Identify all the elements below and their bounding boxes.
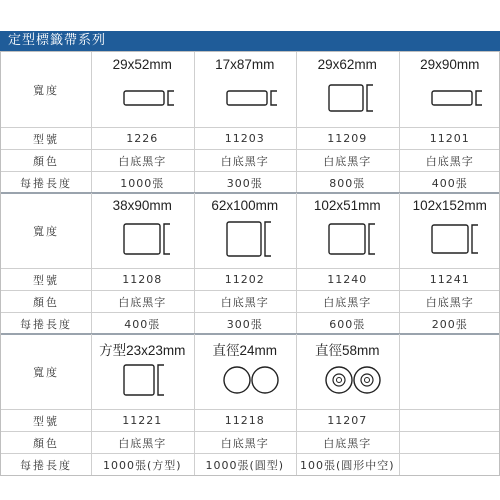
page-title: 定型標籤帶系列	[0, 31, 500, 51]
rectangular-label-icon	[225, 221, 277, 261]
row-label-color: 顏色	[33, 436, 59, 450]
table-row-width	[1, 52, 499, 127]
rectangular-label-icon	[327, 80, 379, 120]
row-label-model: 型號	[33, 414, 59, 428]
spec-section	[1, 52, 499, 193]
row-label-length: 每捲長度	[20, 176, 72, 190]
table-row-width	[1, 193, 499, 268]
cell-model: 11202	[224, 273, 265, 286]
column-divider	[91, 334, 92, 475]
cell-model: 1226	[126, 132, 159, 145]
size-label: 102x152mm	[412, 198, 487, 213]
cell-length: 400張	[124, 317, 161, 331]
cell-color: 白底黑字	[323, 436, 372, 450]
size-label: 102x51mm	[313, 198, 381, 213]
spec-section	[1, 193, 499, 334]
size-cell	[194, 193, 297, 268]
table-row-length	[1, 171, 499, 193]
size-cell	[296, 52, 399, 127]
column-divider	[194, 193, 195, 334]
size-label: 62x100mm	[211, 198, 279, 213]
table-row-length	[1, 312, 499, 334]
cell-length: 1000張(圓型)	[205, 458, 285, 472]
row-label-color: 顏色	[33, 295, 59, 309]
cell-color: 白底黑字	[323, 154, 372, 168]
cell-model: 11208	[122, 273, 163, 286]
cell-color: 白底黑字	[323, 295, 372, 309]
row-label-width: 寬度	[33, 365, 59, 379]
column-divider	[399, 334, 400, 475]
cell-color: 白底黑字	[118, 295, 167, 309]
table-row-model	[1, 409, 499, 431]
cell-length: 300張	[226, 317, 263, 331]
cell-length: 200張	[431, 317, 468, 331]
cell-length: 300張	[226, 176, 263, 190]
table-row-color	[1, 431, 499, 453]
cell-model: 11209	[327, 132, 368, 145]
rectangular-label-icon	[327, 221, 379, 261]
cell-length: 800張	[329, 176, 366, 190]
table-row-color	[1, 149, 499, 171]
cell-model: 11240	[327, 273, 368, 286]
spec-section	[1, 334, 499, 475]
square-label-icon	[122, 362, 174, 402]
table-row-model	[1, 268, 499, 290]
row-label-width: 寬度	[33, 83, 59, 97]
size-cell	[194, 334, 297, 409]
cell-length: 600張	[329, 317, 366, 331]
column-divider	[296, 334, 297, 475]
column-divider	[399, 193, 400, 334]
cell-length: 1000張	[120, 176, 165, 190]
table-row-color	[1, 290, 499, 312]
cell-length: 400張	[431, 176, 468, 190]
round-hollow-label-icon	[323, 362, 383, 402]
cell-color: 白底黑字	[118, 154, 167, 168]
rectangular-label-icon	[430, 221, 482, 261]
cell-model: 11201	[429, 132, 470, 145]
row-label-model: 型號	[33, 273, 59, 287]
rectangular-label-icon	[225, 80, 277, 120]
rectangular-label-icon	[430, 80, 482, 120]
size-label: 29x62mm	[317, 57, 377, 72]
row-label-color: 顏色	[33, 154, 59, 168]
cell-color: 白底黑字	[220, 436, 269, 450]
rectangular-label-icon	[122, 221, 174, 261]
cell-model: 11241	[429, 273, 470, 286]
cell-model: 11207	[327, 414, 368, 427]
size-label: 38x90mm	[112, 198, 172, 213]
row-label-length: 每捲長度	[20, 458, 72, 472]
row-label-length: 每捲長度	[20, 317, 72, 331]
round-label-icon	[221, 362, 281, 402]
table-row-model	[1, 127, 499, 149]
column-divider	[91, 52, 92, 193]
table-row-width	[1, 334, 499, 409]
cell-color: 白底黑字	[118, 436, 167, 450]
row-label-width: 寬度	[33, 224, 59, 238]
size-cell	[91, 334, 194, 409]
size-cell	[91, 52, 194, 127]
cell-model: 11221	[122, 414, 163, 427]
column-divider	[194, 52, 195, 193]
column-divider	[91, 193, 92, 334]
cell-length: 1000張(方型)	[102, 458, 182, 472]
column-divider	[296, 193, 297, 334]
size-label: 17x87mm	[215, 57, 275, 72]
size-cell	[296, 334, 399, 409]
label-spec-table	[0, 51, 500, 476]
size-cell	[399, 193, 500, 268]
row-label-model: 型號	[33, 132, 59, 146]
column-divider	[399, 52, 400, 193]
cell-color: 白底黑字	[220, 295, 269, 309]
cell-color: 白底黑字	[425, 295, 474, 309]
size-cell	[399, 52, 500, 127]
cell-color: 白底黑字	[425, 154, 474, 168]
size-label: 方型23x23mm	[99, 343, 186, 358]
size-cell	[194, 52, 297, 127]
table-row-length	[1, 453, 499, 475]
size-label: 直徑58mm	[314, 343, 380, 358]
cell-length: 100張(圓形中空)	[299, 458, 395, 472]
cell-model: 11218	[224, 414, 265, 427]
column-divider	[194, 334, 195, 475]
cell-color: 白底黑字	[220, 154, 269, 168]
size-label: 直徑24mm	[212, 343, 277, 358]
size-label: 29x90mm	[420, 57, 480, 72]
size-cell	[296, 193, 399, 268]
column-divider	[296, 52, 297, 193]
rectangular-label-icon	[122, 80, 174, 120]
size-cell	[91, 193, 194, 268]
size-label: 29x52mm	[112, 57, 172, 72]
cell-model: 11203	[224, 132, 265, 145]
